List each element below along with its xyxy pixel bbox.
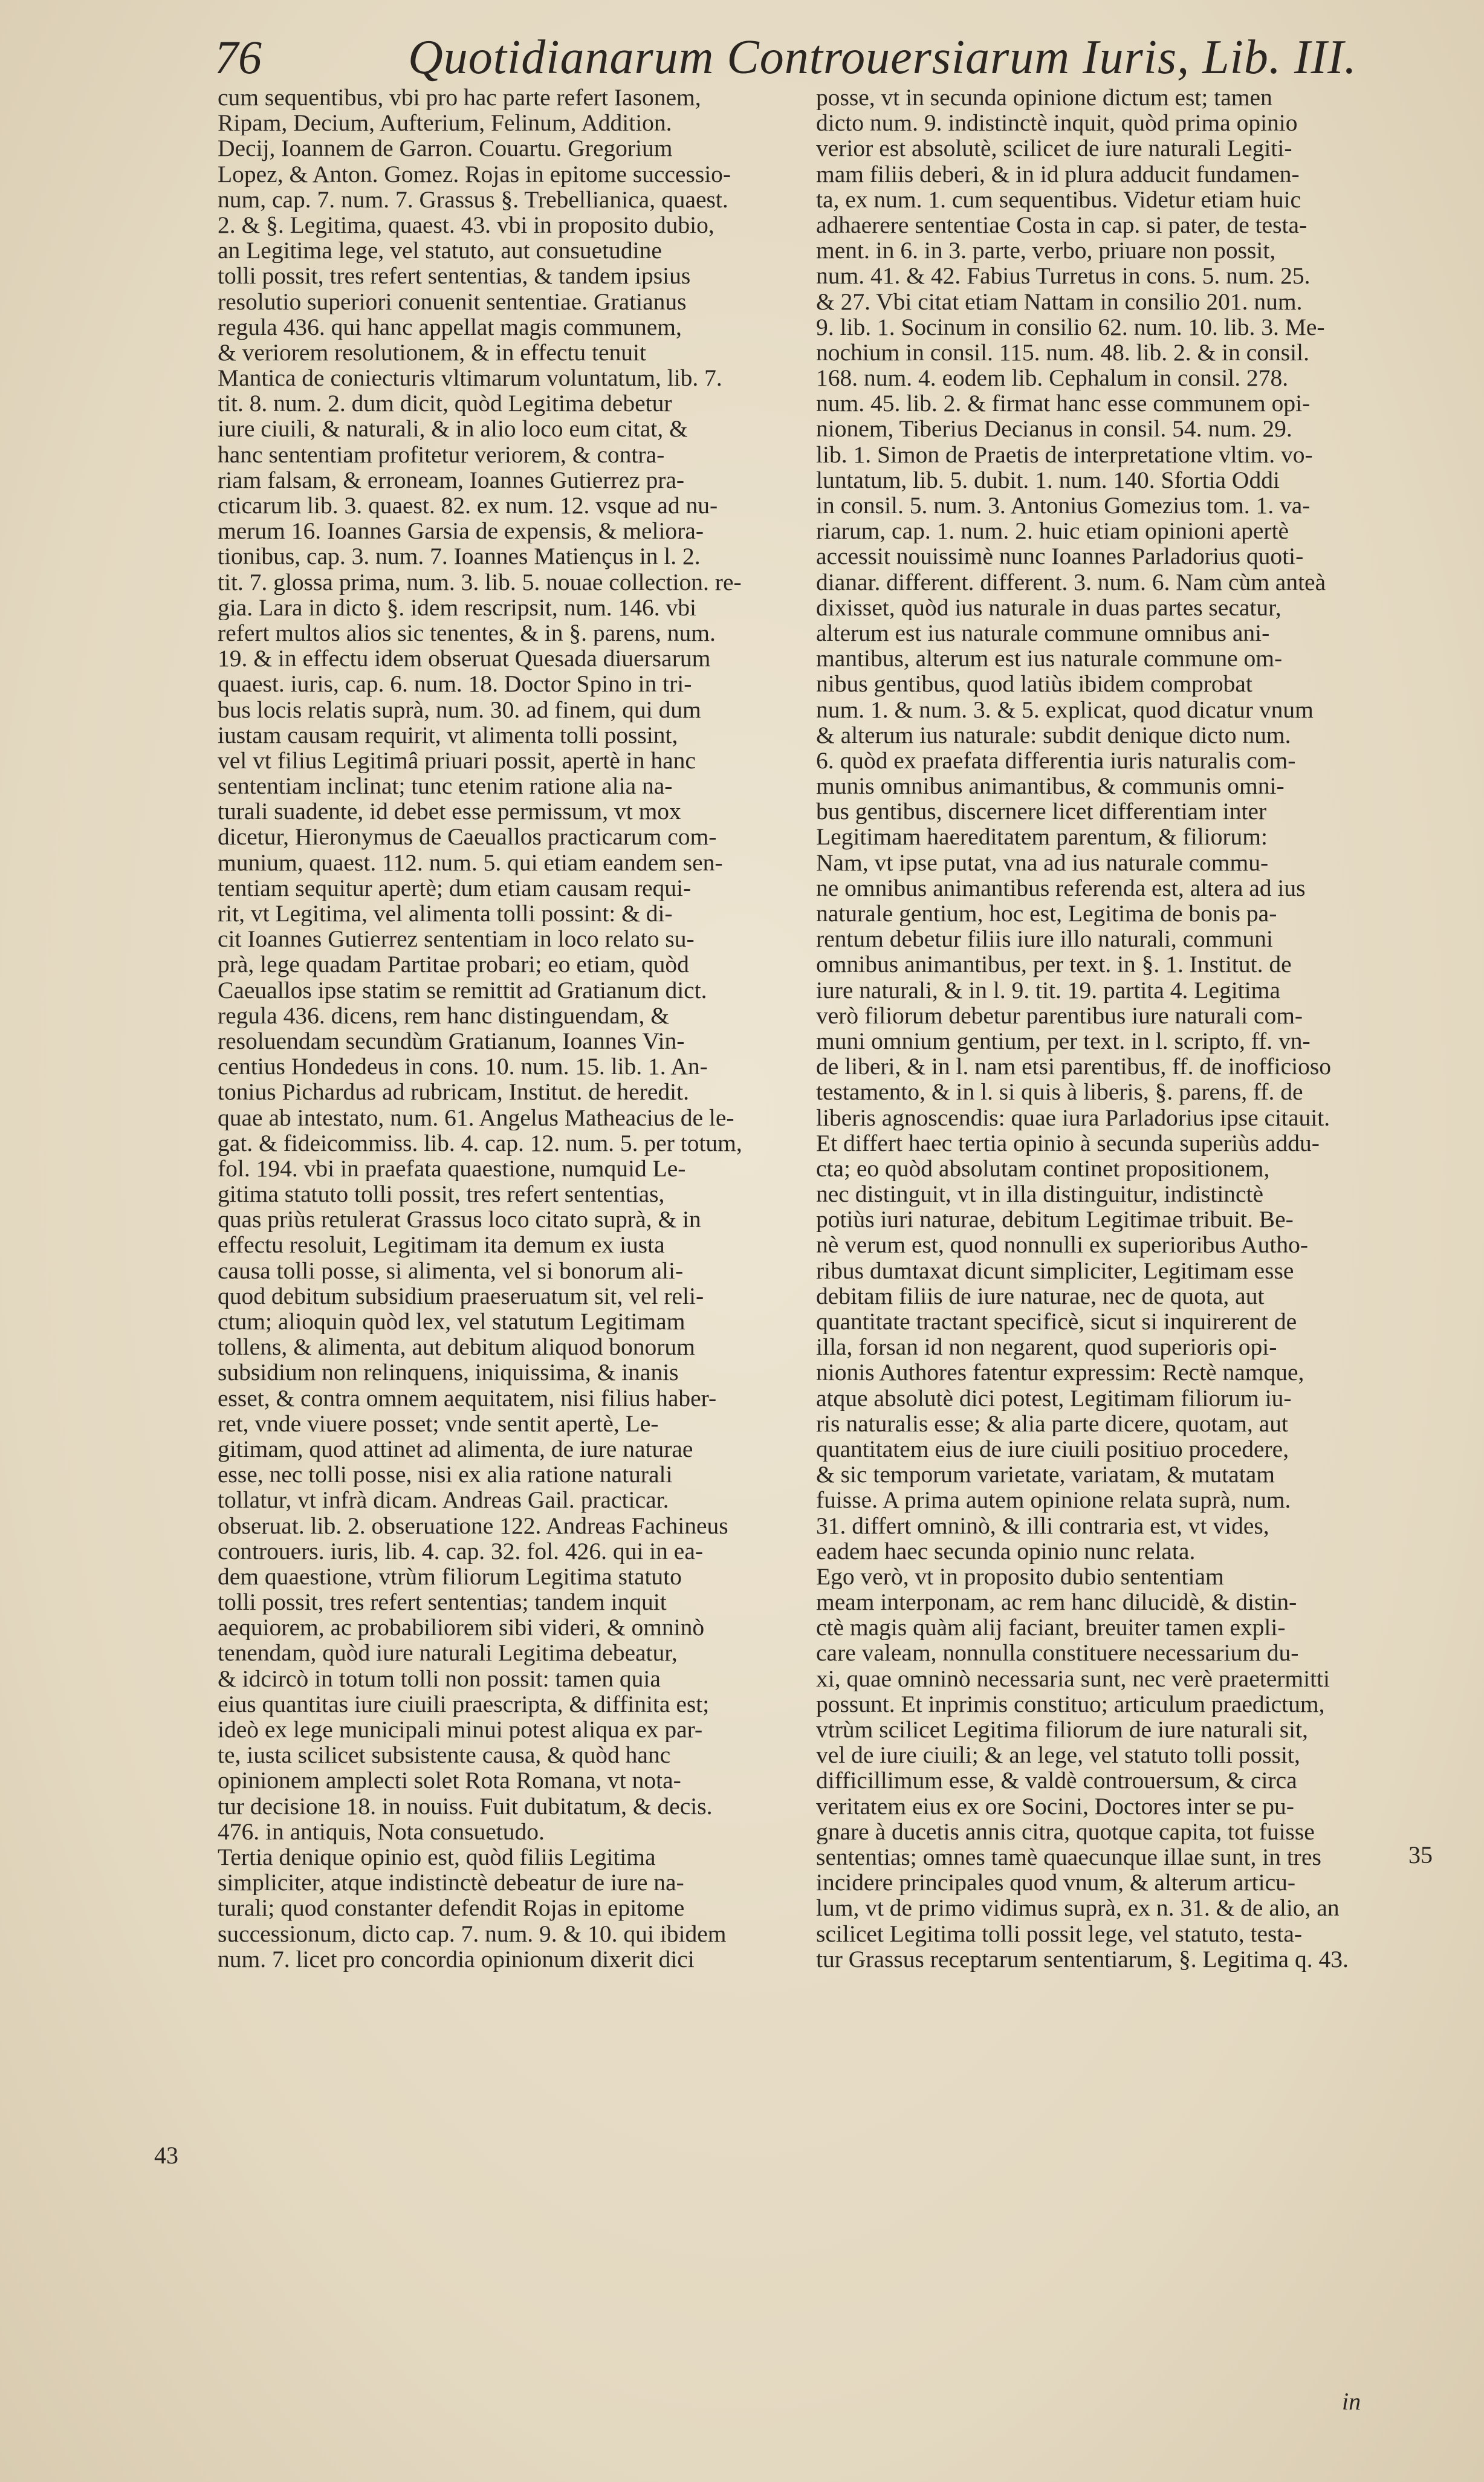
text-line: causa tolli posse, si alimenta, vel si bonorum ali- [218,1257,684,1283]
text-line: hanc sententiam profitetur veriorem, & contra- [218,441,665,467]
text-line: effectu resoluit, Legitimam ita demum ex iusta [218,1232,665,1258]
text-line: in consil. 5. num. 3. Antonius Gomezius tom. 1. va- [816,493,1311,519]
text-line: riarum, cap. 1. num. 2. huic etiam opinioni apertè [816,518,1289,544]
text-line: turali; quod constanter defendit Rojas in epitome [218,1895,685,1921]
text-line: num. 41. & 42. Fabius Turretus in cons. 5. num. 25. [816,263,1311,289]
catchword: in [1342,2388,1361,2415]
text-line: potiùs iuri naturae, debitum Legitimae tribuit. Be- [816,1207,1294,1233]
text-line: tolli possit, tres refert sententias; tandem inquit [218,1589,667,1615]
text-line: rentum debetur filiis iure illo naturali, communi [816,926,1273,952]
text-line: resoluendam secundùm Gratianum, Ioannes Vin- [218,1028,685,1054]
text-line: ris naturalis esse; & alia parte dicere, quotam, aut [816,1410,1288,1436]
text-line: num, cap. 7. num. 7. Grassus §. Trebellianica, quaest. [218,186,728,212]
text-line: tionibus, cap. 3. num. 7. Ioannes Matiençus in l. 2. [218,543,701,569]
text-line: naturale gentium, hoc est, Legitima de bonis pa- [816,901,1277,927]
text-line: opinionem amplecti solet Rota Romana, vt nota- [218,1768,681,1793]
text-line: riam falsam, & erroneam, Ioannes Gutierrez pra- [218,467,685,493]
text-line: tit. 7. glossa prima, num. 3. lib. 5. nouae collection. re- [218,569,742,595]
text-line: verior est absolutè, scilicet de iure naturali Legiti- [816,135,1292,161]
text-line: care valeam, nonnulla constituere necessarium du- [816,1640,1299,1666]
text-line: verò filiorum debetur parentibus iure naturali com- [816,1002,1303,1028]
text-line: eadem haec secunda opinio nunc relata. [816,1538,1196,1564]
text-line: ret, vnde viuere posset; vnde sentit apertè, Le- [218,1410,659,1436]
text-line: & idcircò in totum tolli non possit: tamen quia [218,1665,661,1691]
text-line: bus gentibus, discernere licet differentiam inter [816,799,1267,825]
text-line: Tertia denique opinio est, quòd filiis Legitima [218,1844,656,1870]
text-line: Mantica de coniecturis vltimarum voluntatum, lib. 7. [218,365,722,391]
text-line: num. 7. licet pro concordia opinionum dixerit dici [218,1946,695,1972]
text-line: lib. 1. Simon de Praetis de interpretatione vltim. vo- [816,441,1313,467]
text-line: veritatem eius ex ore Socini, Doctores inter se pu- [816,1793,1294,1819]
text-line: nionem, Tiberius Decianus in consil. 54. num. 29. [816,416,1292,442]
text-line: Et differt haec tertia opinio à secunda superiùs addu- [816,1130,1320,1156]
text-line: esse, nec tolli posse, nisi ex alia ratione naturali [218,1462,673,1488]
text-line: accessit nouissimè nunc Ioannes Parladorius quoti- [816,543,1304,569]
text-line: ctum; alioquin quòd lex, vel statutum Legitimam [218,1309,685,1335]
text-line: 19. & in effectu idem obseruat Quesada diuersarum [218,646,711,672]
text-line: Lopez, & Anton. Gomez. Rojas in epitome successio- [218,161,731,187]
text-line: tolli possit, tres refert sententias, & tandem ipsius [218,263,691,289]
text-line: gat. & fideicommiss. lib. 4. cap. 12. num. 5. per totum, [218,1130,742,1156]
text-line: & alterum ius naturale: subdit denique dicto num. [816,722,1291,748]
text-line: de liberi, & in l. nam etsi parentibus, ff. de inofficioso [816,1054,1332,1080]
margin-number-left: 43 [154,2142,178,2169]
text-line: successionum, dicto cap. 7. num. 9. & 10. qui ibidem [218,1920,727,1946]
text-line: testamento, & in l. si quis à liberis, §. parens, ff. de [816,1079,1303,1105]
text-line: iure ciuili, & naturali, & in alio loco eum citat, & [218,416,688,442]
text-line: nè verum est, quod nonnulli ex superioribus Autho- [816,1232,1309,1258]
text-line: regula 436. qui hanc appellat magis communem, [218,314,682,340]
text-line: alterum est ius naturale commune omnibus ani- [816,620,1270,646]
text-line: munium, quaest. 112. num. 5. qui etiam eandem sen- [218,849,723,875]
text-line: gia. Lara in dicto §. idem rescripsit, num. 146. vbi [218,594,697,620]
text-line: nionis Authores fatentur expressim: Rectè namque, [816,1359,1304,1385]
text-line: refert multos alios sic tenentes, & in §. parens, num. [218,620,716,646]
text-line: vel de iure ciuili; & an lege, vel statuto tolli possit, [816,1742,1300,1768]
text-line: cit Ioannes Gutierrez sententiam in loco relato su- [218,926,695,952]
text-line: ne omnibus animantibus referenda est, altera ad ius [816,875,1306,901]
text-line: 31. differt omninò, & illi contraria est, vt vides, [816,1512,1269,1538]
text-line: ta, ex num. 1. cum sequentibus. Videtur etiam huic [816,186,1301,212]
text-line: Caeuallos ipse statim se remittit ad Gratianum dict. [218,977,707,1003]
text-line: tollatur, vt infrà dicam. Andreas Gail. practicar. [218,1487,669,1513]
text-line: 476. in antiquis, Nota consuetudo. [218,1818,545,1844]
text-line: dixisset, quòd ius naturale in duas partes secatur, [816,594,1281,620]
text-line: tenendam, quòd iure naturali Legitima debeatur, [218,1640,678,1666]
text-line: esset, & contra omnem aequitatem, nisi filius haber- [218,1385,717,1411]
text-line: subsidium non relinquens, iniquissima, & inanis [218,1359,679,1385]
text-line: quantitatem eius de iure ciuili positiuo procedere, [816,1436,1289,1462]
text-line: munis omnibus animantibus, & communis omni- [816,773,1285,799]
text-line: resolutio superiori conuenit sententiae. Gratianus [218,288,687,314]
text-line: nochium in consil. 115. num. 48. lib. 2. & in consil. [816,339,1309,366]
text-line: nec distinguit, vt in illa distinguitur, indistinctè [816,1181,1264,1207]
text-line: dicetur, Hieronymus de Caeuallos practicarum com- [218,824,717,850]
text-line: cta; eo quòd absolutam continet propositionem, [816,1155,1270,1182]
text-line: liberis agnoscendis: quae iura Parladorius ipse citauit. [816,1104,1330,1130]
text-line: 6. quòd ex praefata differentia iuris naturalis com- [816,747,1296,774]
text-line: aequiorem, ac probabiliorem sibi videri, & omninò [218,1615,705,1641]
text-line: incidere principales quod vnum, & alterum articu- [816,1870,1296,1896]
text-line: tur decisione 18. in nouiss. Fuit dubitatum, & decis. [218,1793,713,1819]
text-line: quod debitum subsidium praeseruatum sit, vel reli- [218,1283,704,1309]
text-line: omnibus animantibus, per text. in §. 1. Institut. de [816,951,1292,977]
page-header [215,24,1393,91]
text-line: bus locis relatis suprà, num. 30. ad finem, qui dum [218,696,701,722]
text-line: meam interponam, ac rem hanc dilucidè, & distin- [816,1589,1297,1615]
text-line: dicto num. 9. indistinctè inquit, quòd prima opinio [816,110,1298,136]
text-line: 2. & §. Legitima, quaest. 43. vbi in proposito dubio, [218,212,714,238]
text-line: rit, vt Legitima, vel alimenta tolli possint: & di- [218,901,673,927]
text-line: simpliciter, atque indistinctè debeatur de iure na- [218,1870,684,1896]
text-line: tonius Pichardus ad rubricam, Institut. de heredit. [218,1079,689,1105]
text-line: scilicet Legitima tolli possit lege, vel statuto, testa- [816,1920,1303,1946]
text-line: dianar. different. different. 3. num. 6. Nam cùm anteà [816,569,1326,595]
text-line: regula 436. dicens, rem hanc distinguendam, & [218,1002,670,1028]
text-line: sententias; omnes tamè quaecunque illae sunt, in tres [816,1844,1321,1870]
text-line: controuers. iuris, lib. 4. cap. 32. fol. 426. qui in ea- [218,1538,703,1564]
text-line: luntatum, lib. 5. dubit. 1. num. 140. Sfortia Oddi [816,467,1280,493]
text-line: prà, lege quadam Partitae probari; eo etiam, quòd [218,951,689,977]
text-line: gitimam, quod attinet ad alimenta, de iure naturae [218,1436,693,1462]
text-line: an Legitima lege, vel statuto, aut consuetudine [218,238,662,264]
text-line: num. 1. & num. 3. & 5. explicat, quod dicatur vnum [816,696,1314,722]
text-line: debitam filiis de iure naturae, nec de quota, aut [816,1283,1265,1309]
text-line: nibus gentibus, quod latiùs ibidem comprobat [816,671,1252,697]
text-line: tur Grassus receptarum sententiarum, §. Legitima q. 43. [816,1946,1349,1972]
text-line: num. 45. lib. 2. & firmat hanc esse communem opi- [816,390,1311,416]
text-line: & veriorem resolutionem, & in effectu tenuit [218,339,646,366]
text-line: Ripam, Decium, Aufterium, Felinum, Addition. [218,110,672,136]
text-line: tentiam sequitur apertè; dum etiam causam requi- [218,875,692,901]
text-line: vel vt filius Legitimâ priuari possit, apertè in hanc [218,747,696,774]
text-line: dem quaestione, vtrùm filiorum Legitima statuto [218,1563,682,1590]
text-line: ideò ex lege municipali minui potest aliqua ex par- [218,1717,703,1743]
text-line: ment. in 6. in 3. parte, verbo, priuare non possit, [816,238,1276,264]
left-column [218,85,789,1972]
text-line: xi, quae omninò necessaria sunt, nec verè praetermitti [816,1665,1330,1691]
text-line: ctè magis quàm alij faciant, breuiter tamen expli- [816,1615,1286,1641]
text-line: fol. 194. vbi in praefata quaestione, numquid Le- [218,1155,686,1182]
text-line: muni omnium gentium, per text. in l. scripto, ff. vn- [816,1028,1311,1054]
text-line: merum 16. Ioannes Garsia de expensis, & meliora- [218,518,704,544]
text-line: & sic temporum varietate, variatam, & mutatam [816,1462,1275,1488]
text-line: sententiam inclinat; tunc etenim ratione alia na- [218,773,673,799]
text-line: iustam causam requirit, vt alimenta tolli possint, [218,722,678,748]
text-line: 168. num. 4. eodem lib. Cephalum in consil. 278. [816,365,1289,391]
text-line: quae ab intestato, num. 61. Angelus Matheacius de le- [218,1104,734,1130]
text-line: fuisse. A prima autem opinione relata suprà, num. [816,1487,1291,1513]
text-line: & 27. Vbi citat etiam Nattam in consilio 201. num. [816,288,1303,314]
text-line: lum, vt de primo vidimus suprà, ex n. 31. & de alio, an [816,1895,1340,1921]
text-line: illa, forsan id non negarent, quod superioris opi- [816,1334,1277,1360]
text-line: tollens, & alimenta, aut debitum aliquod bonorum [218,1334,695,1360]
margin-number-right: 35 [1408,1841,1433,1868]
running-title: Quotidianarum Controuersiarum Iuris, Lib. III. [408,31,1357,84]
text-line: cum sequentibus, vbi pro hac parte refert Iasonem, [218,85,701,111]
text-line: 9. lib. 1. Socinum in consilio 62. num. 10. lib. 3. Me- [816,314,1325,340]
text-line: te, iusta scilicet subsistente causa, & quòd hanc [218,1742,671,1768]
text-line: obseruat. lib. 2. obseruatione 122. Andreas Fachineus [218,1512,728,1538]
text-line: quaest. iuris, cap. 6. num. 18. Doctor Spino in tri- [218,671,692,697]
text-line: Decij, Ioannem de Garron. Couartu. Gregorium [218,135,673,161]
text-line: posse, vt in secunda opinione dictum est; tamen [816,85,1272,111]
page-number: 76 [215,31,262,83]
text-line: Legitimam haereditatem parentum, & filiorum: [816,824,1268,850]
text-line: gitima statuto tolli possit, tres refert sententias, [218,1181,665,1207]
text-line: tit. 8. num. 2. dum dicit, quòd Legitima debetur [218,390,672,416]
text-line: vtrùm scilicet Legitima filiorum de iure naturali sit, [816,1717,1308,1743]
text-line: quantitate tractant specificè, sicut si inquirerent de [816,1309,1297,1335]
text-line: ribus dumtaxat dicunt simpliciter, Legitimam esse [816,1257,1294,1283]
text-line: adhaerere sententiae Costa in cap. si pater, de testa- [816,212,1307,238]
text-line: turali suadente, id debet esse permissum, vt mox [218,799,681,825]
text-line: iure naturali, & in l. 9. tit. 19. partita 4. Legitima [816,977,1280,1003]
text-line: Nam, vt ipse putat, vna ad ius naturale commu- [816,849,1269,875]
text-line: mantibus, alterum est ius naturale commune om- [816,646,1283,672]
text-line: centius Hondedeus in cons. 10. num. 15. lib. 1. An- [218,1054,708,1080]
text-line: mam filiis deberi, & in id plura adducit fundamen- [816,161,1300,187]
text-line: quas priùs retulerat Grassus loco citato suprà, & in [218,1207,701,1233]
text-line: difficillimum esse, & valdè controuersum, & circa [816,1768,1297,1793]
text-line: Ego verò, vt in proposito dubio sententiam [816,1563,1224,1590]
text-line: eius quantitas iure ciuili praescripta, & diffinita est; [218,1691,710,1717]
right-column [816,85,1393,1972]
text-line: atque absolutè dici potest, Legitimam filiorum iu- [816,1385,1292,1411]
text-line: possunt. Et inprimis constituo; articulum praedictum, [816,1691,1325,1717]
text-line: gnare à ducetis annis citra, quotque capita, tot fuisse [816,1818,1315,1844]
text-line: cticarum lib. 3. quaest. 82. ex num. 12. vsque ad nu- [218,493,718,519]
